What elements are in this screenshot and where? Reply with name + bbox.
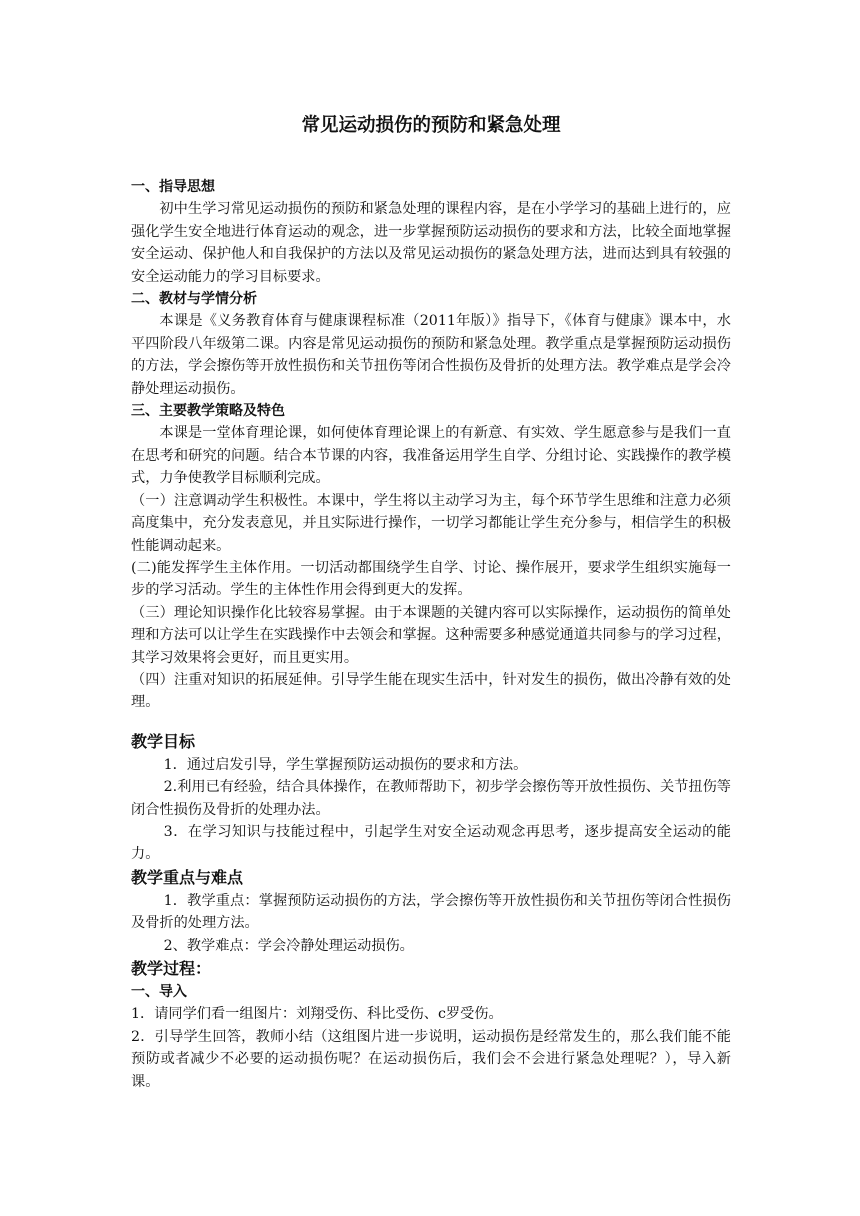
goal-item: 2.利用已有经验，结合具体操作，在教师帮助下，初步学会擦伤等开放性损伤、关节扭伤等闭合性损伤及骨折的处理办法。 — [131, 779, 731, 818]
paragraph: （一）注意调动学生积极性。本课中，学生将以主动学习为主，每个环节学生思维和注意力必须高度集中，充分发表意见，并且实际进行操作，一切学习都能让学生充分参与，相信学生的积极性能调动起来。 — [131, 492, 731, 554]
section-heading-material-analysis: 二、教材与学情分析 — [131, 291, 257, 308]
goal-item: 1．通过启发引导，学生掌握预防运动损伤的要求和方法。 — [163, 756, 528, 773]
key-point-item: 2、教学难点：学会冷静处理运动损伤。 — [163, 937, 414, 954]
section-heading-guiding-ideas: 一、指导思想 — [131, 179, 215, 195]
section-heading-teaching-goals: 教学目标 — [131, 731, 196, 751]
paragraph: 本课是一堂体育理论课，如何使体育理论课上的有新意、有实效、学生愿意参与是我们一直在思考和研究的问题。结合本节课的内容，我准备运用学生自学、分组讨论、实践操作的教学模式，力争使教学目标顺利完成。 — [131, 425, 731, 487]
process-item: 2．引导学生回答，教师小结（这组图片进一步说明，运动损伤是经常发生的，那么我们能不能预防或者减少不必要的运动损伤呢？在运动损伤后，我们会不会进行紧急处理呢？），导入新课。 — [131, 1028, 731, 1090]
document-page — [131, 112, 731, 1093]
paragraph: (二)能发挥学生主体作用。一切活动都围绕学生自学、讨论、操作展开，要求学生组织实施每一步的学习活动。学生的主体性作用会得到更大的发挥。 — [131, 559, 731, 599]
paragraph: （三）理论知识操作化比较容易掌握。由于本课题的关键内容可以实际操作，运动损伤的简单处理和方法可以让学生在实践操作中去领会和掌握。这种需要多种感觉通道共同参与的学习过程，其学习效果将会更好，而且更实用。 — [131, 604, 731, 666]
section-heading-key-points: 教学重点与难点 — [131, 867, 244, 887]
section-heading-teaching-strategy: 三、主要教学策略及特色 — [131, 403, 285, 420]
section-heading-teaching-process: 教学过程： — [131, 959, 212, 978]
paragraph: 初中生学习常见运动损伤的预防和紧急处理的课程内容，是在小学学习的基础上进行的，应强化学生安全地进行体育运动的观念，进一步掌握预防运动损伤的要求和方法，比较全面地掌握安全运动、保护他人和自我保护的方法以及常见运动损伤的紧急处理方法，进而达到具有较强的安全运动能力的学习目标要求。 — [131, 201, 731, 285]
process-item: 1．请同学们看一组图片：刘翔受伤、科比受伤、c罗受伤。 — [131, 1006, 503, 1023]
goal-item: 3．在学习知识与技能过程中，引起学生对安全运动观念再思考，逐步提高安全运动的能力。 — [131, 823, 731, 863]
paragraph: 本课是《义务教育体育与健康课程标准（2011年版）》指导下，《体育与健康》课本中，水平四阶段八年级第二课。内容是常见运动损伤的预防和紧急处理。教学重点是掌握预防运动损伤的方法，学会擦伤等开放性损伤和关节扭伤等闭合性损伤及骨折的处理方法。教学难点是学会冷静处理运动损伤。 — [131, 313, 731, 397]
subheading-introduction: 一、导入 — [131, 984, 187, 1000]
paragraph: （四）注重对知识的拓展延伸。引导学生能在现实生活中，针对发生的损伤，做出冷静有效的处理。 — [131, 671, 731, 711]
document-title: 常见运动损伤的预防和紧急处理 — [301, 115, 561, 136]
key-point-item: 1．教学重点：掌握预防运动损伤的方法，学会擦伤等开放性损伤和关节扭伤等闭合性损伤及骨折的处理方法。 — [131, 892, 731, 932]
